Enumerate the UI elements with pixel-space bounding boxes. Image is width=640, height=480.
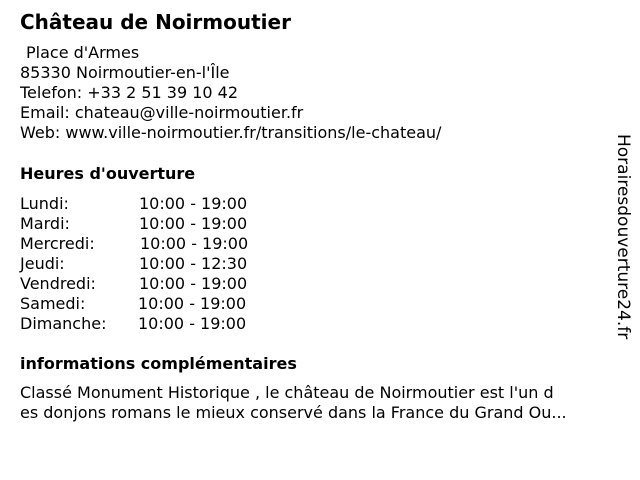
time-range: 10:00 - 19:00: [138, 314, 247, 333]
place-title: Château de Noirmoutier: [20, 10, 291, 34]
day-label: Jeudi:: [20, 254, 65, 273]
day-label: Lundi:: [20, 194, 69, 213]
additional-info-heading: informations complémentaires: [20, 354, 297, 373]
day-label: Mardi:: [20, 214, 70, 233]
description-text: [20, 383, 620, 423]
address-block: [20, 43, 441, 143]
time-range: 10:00 - 19:00: [140, 234, 249, 253]
hours-row-wednesday: [20, 234, 280, 254]
email-address[interactable]: Email: chateau@ville-noirmoutier.fr: [20, 103, 304, 122]
website-link[interactable]: Web: www.ville-noirmoutier.fr/transitions/le-chateau/: [20, 123, 442, 142]
day-label: Dimanche:: [20, 314, 107, 333]
site-brand-vertical: Horairesdouverture24.fr: [613, 134, 633, 340]
city-postal-code: 85330 Noirmoutier-en-l'Île: [20, 63, 230, 82]
opening-hours-heading: Heures d'ouverture: [20, 164, 196, 183]
phone-number[interactable]: Telefon: +33 2 51 39 10 42: [20, 83, 239, 102]
day-label: Vendredi:: [20, 274, 96, 293]
time-range: 10:00 - 19:00: [138, 294, 247, 313]
time-range: 10:00 - 19:00: [139, 194, 248, 213]
hours-row-saturday: [20, 294, 280, 314]
hours-row-friday: [20, 274, 280, 294]
hours-row-sunday: [20, 314, 280, 334]
hours-row-thursday: [20, 254, 280, 274]
day-label: Samedi:: [20, 294, 86, 313]
time-range: 10:00 - 19:00: [139, 274, 248, 293]
time-range: 10:00 - 12:30: [139, 254, 248, 273]
opening-hours-table: [20, 194, 280, 334]
description-line: Classé Monument Historique , le château de Noirmoutier est l'un d: [20, 383, 554, 402]
day-label: Mercredi:: [20, 234, 95, 253]
street-address: Place d'Armes: [26, 43, 140, 62]
hours-row-tuesday: [20, 214, 280, 234]
hours-row-monday: [20, 194, 280, 214]
time-range: 10:00 - 19:00: [139, 214, 248, 233]
description-line: es donjons romans le mieux conservé dans la France du Grand Ou...: [20, 403, 567, 422]
